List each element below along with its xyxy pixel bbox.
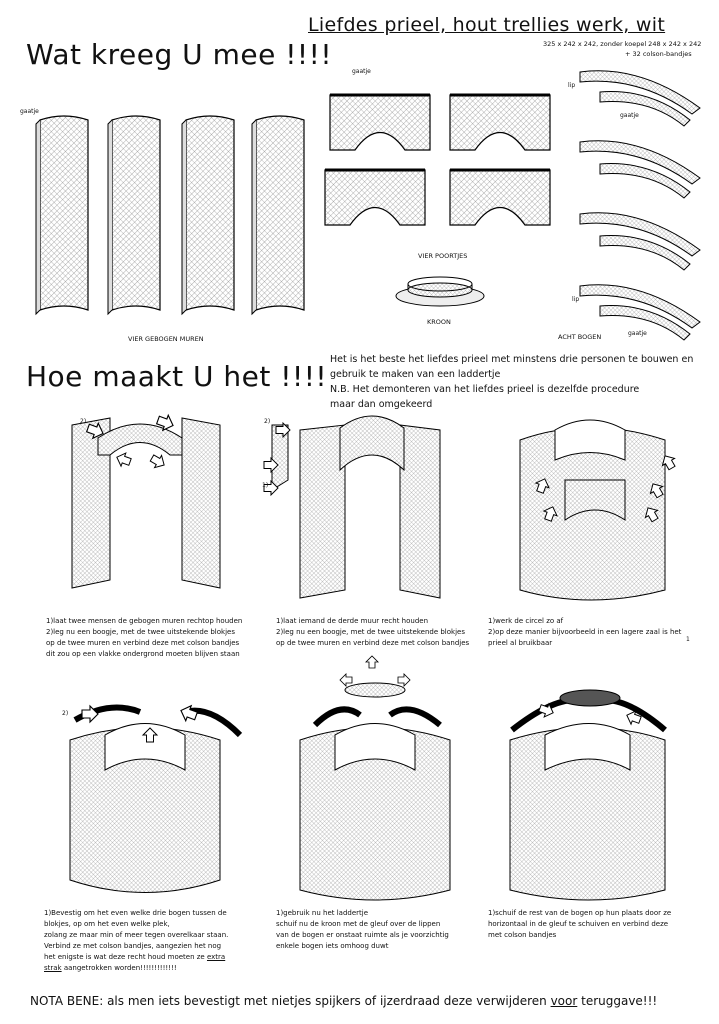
step-line: dit zou op een vlakke ondergrond moeten blijven staan [46, 650, 240, 658]
intro-line: maar dan omgekeerd [330, 399, 433, 410]
caption-walls: VIER GEBOGEN MUREN [128, 335, 204, 343]
step-3-text [488, 616, 688, 649]
step-line: 1)werk de circel zo af [488, 617, 564, 625]
intro-text [330, 352, 710, 412]
step-line: op de twee muren en verbind deze met colson bandjes [46, 639, 240, 647]
dimensions-text: 325 x 242 x 242, zonder koepel 248 x 242 x 242 [543, 40, 702, 48]
nota-text: NOTA BENE: als men iets bevestigt met nietjes spijkers of ijzerdraad deze verwijderen [30, 994, 551, 1008]
step1-drawing [72, 412, 220, 588]
step-line: op de twee muren en verbind deze met colson bandjes [276, 639, 470, 647]
gates-drawing [325, 95, 550, 225]
step-line [44, 963, 264, 974]
step-line-part: aangetrokken worden!!!!!!!!!!!!! [61, 964, 177, 972]
step-5-text [276, 908, 491, 952]
nota-underlined: voor [550, 994, 578, 1008]
step-6-text [488, 908, 703, 941]
step-line: met colson bandjes [488, 931, 557, 939]
arches-drawing [580, 71, 700, 340]
step-line: 1)gebruik nu het laddertje [276, 909, 369, 917]
section-heading-contents: Wat kreeg U mee !!!! [26, 38, 333, 71]
step6-drawing [510, 690, 665, 900]
step-line [44, 952, 264, 963]
nota-bene [30, 994, 657, 1008]
step-line: 2)op deze manier bijvoorbeeld in een lagere zaal is het [488, 628, 682, 636]
page-mark: 1 [686, 636, 690, 643]
step2-drawing [264, 416, 440, 598]
step-line: prieel al bruikbaar [488, 639, 553, 647]
step-line: blokjes, op om het even welke plek, [44, 920, 170, 928]
step-2-text [276, 616, 491, 649]
underlined-word: extra [206, 953, 226, 961]
label-hole: gaatje [20, 108, 39, 115]
nota-text: teruggave!!! [577, 994, 658, 1008]
step-line: schuif nu de kroon met de gleuf over de lippen [276, 920, 441, 928]
step-line: 2)leg nu een boogje, met de twee uitstekende blokjes [276, 628, 465, 636]
caption-gates: VIER POORTJES [418, 252, 468, 260]
step-1-text [46, 616, 261, 660]
label-hole: gaatje [620, 112, 639, 119]
step-line: 2)leg nu een boogje, met de twee uitstekende blokjes [46, 628, 235, 636]
step-4-text [44, 908, 264, 974]
step-marker: 1) [262, 482, 269, 489]
step4-drawing [70, 703, 240, 892]
step5-drawing [300, 656, 450, 900]
section-heading-instructions: Hoe maakt U het !!!! [26, 360, 328, 393]
step-line: horizontaal in de gleuf te schuiven en verbind deze [488, 920, 669, 928]
label-lip: lip [568, 82, 576, 89]
crown-drawing [396, 277, 484, 306]
underlined-word: strak [44, 964, 62, 972]
step-line: 1)schuif de rest van de bogen op hun plaats door ze [488, 909, 672, 917]
step-line: 1)laat iemand de derde muur recht houden [276, 617, 429, 625]
curved-walls-drawing [36, 116, 304, 314]
caption-crown: KROON [427, 318, 451, 326]
step-line: 1)Bevestig om het even welke drie bogen tussen de [44, 909, 227, 917]
label-lip: lip [572, 296, 580, 303]
intro-line: N.B. Het demonteren van het liefdes prieel is dezelfde procedure [330, 384, 640, 395]
step-marker: 2) [80, 418, 87, 425]
step-line: van de bogen er onstaat ruimte als je voorzichtig [276, 931, 449, 939]
caption-arches: ACHT BOGEN [558, 333, 602, 341]
step-line-part: het enigste is wat deze recht houd moeten ze [44, 953, 205, 961]
step-marker: 2) [264, 418, 271, 425]
step-marker: 2) [62, 710, 69, 717]
step-line: enkele bogen iets omhoog duwt [276, 942, 389, 950]
document-title: Liefdes prieel, hout trellies werk, wit [308, 14, 666, 36]
step-line: Verbind ze met colson bandjes, aangezien het nog [44, 942, 222, 950]
step-line: 1)laat twee mensen de gebogen muren rechtop houden [46, 617, 243, 625]
step3-drawing [520, 420, 678, 600]
intro-line: Het is het beste het liefdes prieel met minstens drie personen te bouwen en [330, 354, 694, 365]
step-line: zolang ze maar min of meer tegen overelkaar staan. [44, 931, 229, 939]
label-hole: gaatje [352, 68, 371, 75]
intro-line: gebruik te maken van een laddertje [330, 369, 501, 380]
colson-count-text: + 32 colson-bandjes [625, 50, 692, 58]
label-hole: gaatje [628, 330, 647, 337]
